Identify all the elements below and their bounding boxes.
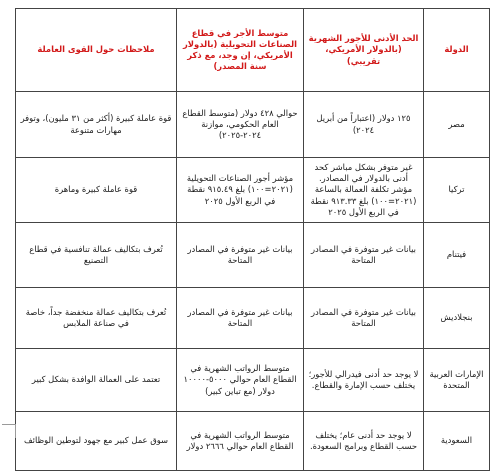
- table-header-row: [16, 9, 490, 92]
- cell-avg-wage: حوالي ٤٢٨ دولار (متوسط القطاع العام الحكومي، موازنة ٢٠٢٤-٢٠٢٥): [177, 92, 304, 158]
- table-row: [16, 223, 490, 288]
- cell-min-wage: بيانات غير متوفرة في المصادر المتاحة: [304, 288, 424, 349]
- table-row: [16, 412, 490, 471]
- header-min-wage: الحد الأدنى للأجور الشهرية (بالدولار الأمريكي، تقريبي): [304, 9, 424, 92]
- cell-country: تركيا: [424, 158, 490, 223]
- table-row: [16, 92, 490, 158]
- paragraph-corner-mark: [2, 424, 16, 438]
- cell-country: بنجلاديش: [424, 288, 490, 349]
- cell-country: فيتنام: [424, 223, 490, 288]
- cell-notes: تُعرف بتكاليف عمالة تنافسية في قطاع التصنيع: [16, 223, 177, 288]
- cell-min-wage: لا يوجد حد أدنى عام؛ يختلف حسب القطاع وبرامج السعودة.: [304, 412, 424, 471]
- cell-notes: قوة عاملة كبيرة وماهرة: [16, 158, 177, 223]
- cell-notes: قوة عاملة كبيرة (أكثر من ٣١ مليون)، وتوفر مهارات متنوعة: [16, 92, 177, 158]
- cell-min-wage: ١٢٥ دولار (اعتباراً من أبريل ٢٠٢٤): [304, 92, 424, 158]
- cell-min-wage: لا يوجد حد أدنى فيدرالي للأجور؛ يختلف حسب الإمارة والقطاع.: [304, 349, 424, 412]
- header-avg-wage: متوسط الأجر في قطاع الصناعات التحويلية (بالدولار الأمريكي، إن وجد، مع ذكر سنة المصدر): [177, 9, 304, 92]
- table-row: [16, 349, 490, 412]
- cell-avg-wage: مؤشر أجور الصناعات التحويلية (٢٠٢١=١٠٠) بلغ ٩١٥.٤٩ نقطة في الربع الأول ٢٠٢٥: [177, 158, 304, 223]
- header-notes: ملاحظات حول القوى العاملة: [16, 9, 177, 92]
- cell-notes: تعتمد على العمالة الوافدة بشكل كبير: [16, 349, 177, 412]
- table-row: [16, 158, 490, 223]
- cell-min-wage: غير متوفر بشكل مباشر كحد أدنى بالدولار في المصادر. مؤشر تكلفة العمالة بالساعة (٢٠٢١=١٠٠) بلغ ٩١٣.٣٣ نقطة في الربع الأول ٢٠٢٥: [304, 158, 424, 223]
- cell-notes: سوق عمل كبير مع جهود لتوطين الوظائف: [16, 412, 177, 471]
- cell-country: مصر: [424, 92, 490, 158]
- cell-avg-wage: بيانات غير متوفرة في المصادر المتاحة: [177, 223, 304, 288]
- cell-avg-wage: متوسط الرواتب الشهرية في القطاع العام حوالي ٢٦٦٦ دولار: [177, 412, 304, 471]
- cell-country: الإمارات العربية المتحدة: [424, 349, 490, 412]
- cell-avg-wage: بيانات غير متوفرة في المصادر المتاحة: [177, 288, 304, 349]
- cell-notes: تُعرف بتكاليف عمالة منخفضة جداً، خاصة في صناعة الملابس: [16, 288, 177, 349]
- table-row: [16, 288, 490, 349]
- cell-country: السعودية: [424, 412, 490, 471]
- header-country: الدولة: [424, 9, 490, 92]
- cell-avg-wage: متوسط الرواتب الشهرية في القطاع العام حوالي ٥٠٠٠-١٠٠٠٠ دولار (مع تباين كبير): [177, 349, 304, 412]
- wage-comparison-table: [15, 8, 490, 471]
- cell-min-wage: بيانات غير متوفرة في المصادر المتاحة: [304, 223, 424, 288]
